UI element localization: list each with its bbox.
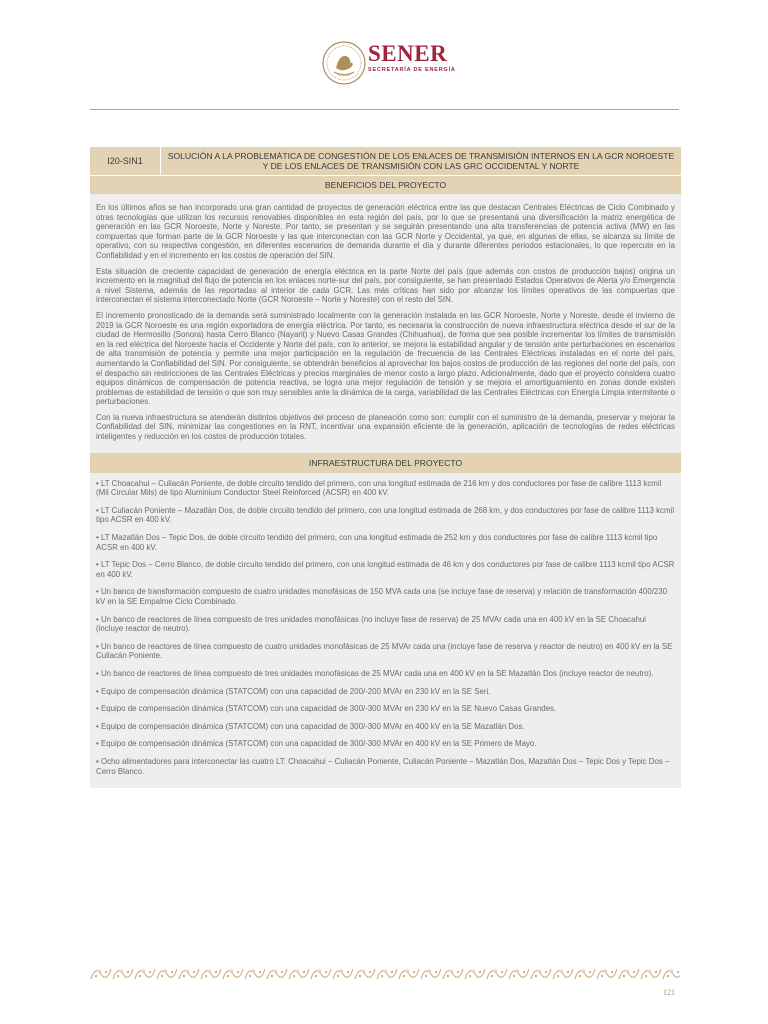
project-title-row bbox=[90, 147, 681, 175]
benefits-paragraph: Con la nueva infraestructura se atenderán distintos objetivos del proceso de planeación como son: cumplir con el suministro de la demanda, preservar y mejorar la Confiabilidad del SIN, minimizar las congestiones en la RNT, incentivar una expansión eficiente de la generación, aplicación de tecnologías de redes eléctricas inteligentes y reducción en los costos de producción totales. bbox=[96, 412, 675, 442]
project-title: SOLUCIÓN A LA PROBLEMÁTICA DE CONGESTIÓN DE LOS ENLACES DE TRANSMISIÓN INTERNOS EN LA GCR NOROESTE Y DE LOS ENLACES DE TRANSMISIÓN CON LAS GRC OCCIDENTAL Y NORTE bbox=[167, 151, 675, 171]
benefits-paragraph: Esta situación de creciente capacidad de generación de energía eléctrica en la parte Norte del país (que además con costos de producción bajos) origina un incremento en la magnitud del flujo de potencia en los enlaces norte-sur del país, por consiguiente, se han presentado Estados Operativos de Alerta y/o Emergencia a nivel Sistema, además de las reportadas al interior de cada GCR. Las más críticas han sido por alcanzar los límites operativos de las compuertas que interconectan el sistema interconectado Norte (GCR Noroeste – Norte y Noreste) con el resto del SIN. bbox=[96, 266, 675, 305]
infrastructure-item: • Equipo de compensación dinámica (STATCOM) con una capacidad de 300/-300 MVAr en 230 kV en la SE Nuevo Casas Grandes. bbox=[96, 704, 557, 714]
infrastructure-item: • Ocho alimentadores para interconectar las cuatro LT: Choacahui – Culiacán Poniente, Culiacán Poniente – Mazatlán Dos, Mazatlán Dos – Tepic Dos y Tepic Dos – Cerro Blanco. bbox=[96, 756, 670, 776]
infrastructure-heading: INFRAESTRUCTURA DEL PROYECTO bbox=[90, 453, 681, 473]
infrastructure-item: • Equipo de compensación dinámica (STATCOM) con una capacidad de 300/-300 MVAr en 400 kV en la SE Primero de Mayo. bbox=[96, 739, 537, 749]
infrastructure-item: • Un banco de reactores de línea compuesto de tres unidades monofásicas de 25 MVAr cada una en 400 kV en la SE Mazatlán Dos (incluye reactor de neutro). bbox=[96, 668, 654, 678]
decorative-border bbox=[90, 967, 680, 981]
infrastructure-item: • Un banco de transformación compuesto de cuatro unidades monofásicas de 150 MVA cada una (se incluye fase de reserva) y relación de transformación 400/230 kV en la SE Empalme Ciclo Combinado. bbox=[96, 587, 668, 606]
brand-name: SENER bbox=[368, 41, 448, 66]
page-number: 121 bbox=[663, 988, 675, 997]
brand-subtitle: SECRETARÍA DE ENERGÍA bbox=[368, 67, 456, 73]
benefits-paragraph: En los últimos años se han incorporado una gran cantidad de proyectos de generación eléctrica entre las que destacan Centrales Eléctricas de Ciclo Combinado y otras tecnologías que utilizan los recursos renovables disponibles en esta región del país, por lo que se presentaná una diversificación la matriz energética de generación en las GCR Noroeste, Norte y Noreste. Por tanto, se presentan y se seguirán presentando una alta transferencias de potencia activa (MW) en las compuertas que forman parte de la GCR Noroeste y las que interconectan con las GCR Norte y Occidental, ya que, en algunas de ellas, se alcanza su límite de operativo, con su respectiva congestión, en diferentes escenarios de demanda durante el día y durante diferentes periodos estacionales, lo que repercute en la Confiabilidad y en el incremento en los costos de operación del SIN. bbox=[96, 203, 675, 260]
project-table bbox=[90, 147, 681, 788]
benefits-body bbox=[90, 194, 681, 453]
infrastructure-item: • LT Culiacán Poniente – Mazatlán Dos, de doble circuito tendido del primero, con una longitud estimada de 268 km, y dos conductores por fase de calibre 1113 kcmil tipo ACSR en 400 kV. bbox=[96, 505, 675, 525]
infrastructure-item: • Un banco de reactores de línea compuesto de tres unidades monofásicas (no incluye fase de reserva) de 25 MVAr cada una en 400 kV en la SE Choacahui (incluye reactor de neutro). bbox=[96, 614, 647, 634]
benefits-heading: BENEFICIOS DEL PROYECTO bbox=[90, 175, 681, 194]
benefits-paragraph: El incremento pronosticado de la demanda será suministrado localmente con la generación instalada en las GCR Noroeste, Norte y Noreste, desde el invierno de 2019 la GCR Noroeste es una región exportadora de energía eléctrica. Por tanto, es necesaria la construcción de nueva infraestructura eléctrica desde el sur de la ciudad de Hermosillo (Sonora) hasta Cerro Blanco (Nayarit) y Nuevo Casas Grandes (Chihuahua), de forma que sea posible incrementar los límites de transmisión en la red eléctrica del Noroeste hacia el Occidente y Norte del país, con lo anterior, se mejora la estabilidad angular y de tensión ante perturbaciones en escenarios de alta transmisión de potencia y permite una mejor participación en la regulación de frecuencia de las Centrales Eléctricas instaladas en el norte del país, aumentando la Confiabilidad del SIN. Por consiguiente, se obtendrán beneficios al aprovechar los bajos costos de producción de las regiones del norte del país, con el despacho sin restricciones de las Centrales Eléctricas y precios marginales de menor costo a largo plazo. Adicionalmente, dado que el proyecto considera cuatro equipos dinámicos de compensación de potencia reactiva, se logra una mejor regulación de tensión y se mejora el amortiguamiento en zonas donde existen problemas de estabilidad de tensión o que son muy sensibles ante la dinámica de la carga, variabilidad de las Centrales Eléctricas con Energía Limpia intermitente o perturbaciones. bbox=[96, 310, 675, 407]
header-divider bbox=[90, 109, 679, 110]
infrastructure-list bbox=[90, 473, 681, 788]
infrastructure-item: • LT Choacahui – Culiacán Poniente, de doble circuito tendido del primero, con una longitud estimada de 216 km y dos conductores por fase de calibre 1113 kcmil (Mil Circular Mils) de tipo Aluminium Conductor Steel Reinforced (ACSR) en 400 kV. bbox=[96, 478, 662, 498]
brand-block bbox=[368, 42, 456, 73]
project-code: I20-SIN1 bbox=[90, 147, 161, 175]
mexico-seal-logo bbox=[322, 41, 366, 85]
infrastructure-item: • Equipo de compensación dinámica (STATCOM) con una capacidad de 300/-300 MVAr en 400 kV en la SE Mazatlán Dos. bbox=[96, 721, 525, 731]
infrastructure-item: • Un banco de reactores de línea compuesto de cuatro unidades monofásicas de 25 MVAr cada una (incluye fase de reserva y reactor de neutro) en 400 kV en la SE Culiacán Poniente. bbox=[96, 641, 673, 661]
infrastructure-item: • LT Tepic Dos – Cerro Blanco, de doble circuito tendido del primero, con una longitud estimada de 46 km y dos conductores por fase de calibre 1113 kcmil tipo ACSR en 400 kV. bbox=[96, 560, 675, 579]
page-header bbox=[0, 38, 768, 88]
infrastructure-item: • Equipo de compensación dinámica (STATCOM) con una capacidad de 200/-200 MVAr en 230 kV en la SE Seri. bbox=[96, 686, 491, 696]
infrastructure-item: • LT Mazatlán Dos – Tepic Dos, de doble circuito tendido del primero, con una longitud estimada de 252 km y dos conductores por fase de calibre 1113 kcmil tipo ACSR en 400 kV. bbox=[96, 533, 658, 552]
